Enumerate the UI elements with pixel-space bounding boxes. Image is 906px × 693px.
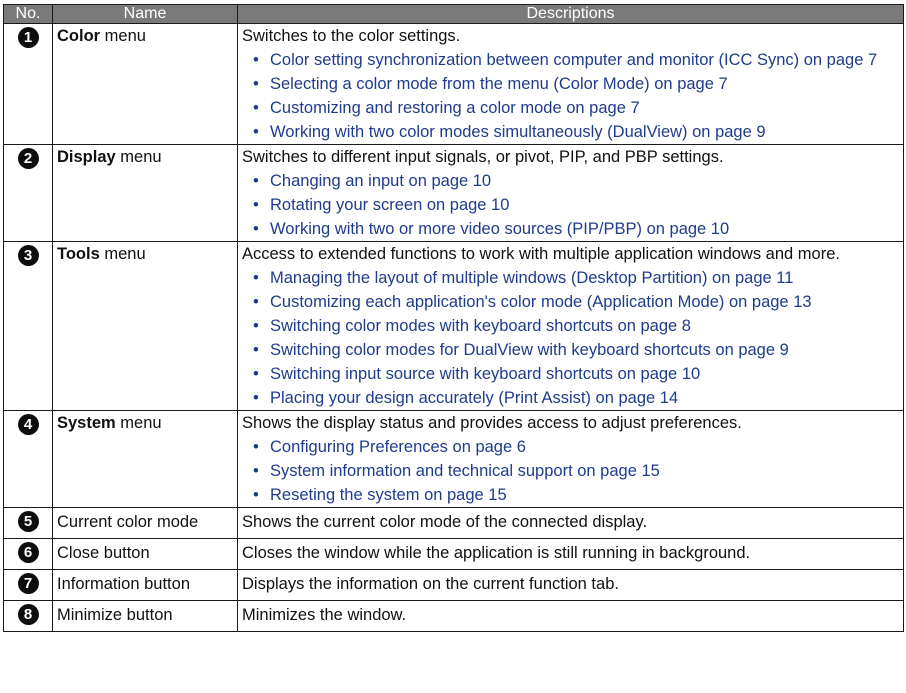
number-badge: 2 xyxy=(18,148,39,169)
table-header-row xyxy=(4,5,904,24)
page-link[interactable]: Reseting the system on page 15 xyxy=(270,486,507,504)
row-description-cell: Displays the information on the current function tab. xyxy=(238,570,904,601)
bullet-icon: • xyxy=(253,389,259,407)
list-item[interactable] xyxy=(250,48,899,72)
page-link[interactable]: System information and technical support on page 15 xyxy=(270,462,660,480)
header-name: Name xyxy=(53,5,238,24)
row-number-cell xyxy=(4,24,53,145)
page-link[interactable]: Customizing each application's color mode (Application Mode) on page 13 xyxy=(270,293,812,311)
menu-reference-table xyxy=(3,4,904,632)
link-list xyxy=(242,266,899,410)
row-name-cell xyxy=(53,24,238,145)
row-name-cell: Current color mode xyxy=(53,508,238,539)
row-number-cell xyxy=(4,601,53,632)
list-item[interactable] xyxy=(250,120,899,144)
row-description-cell xyxy=(238,145,904,242)
row-description-cell xyxy=(238,24,904,145)
page-link[interactable]: Changing an input on page 10 xyxy=(270,172,492,190)
number-badge: 4 xyxy=(18,414,39,435)
row-number-cell xyxy=(4,508,53,539)
link-list xyxy=(242,435,899,507)
menu-name-suffix: menu xyxy=(99,245,146,263)
list-item[interactable] xyxy=(250,217,899,241)
row-name-cell: Close button xyxy=(53,539,238,570)
row-description-cell xyxy=(238,242,904,411)
list-item[interactable] xyxy=(250,193,899,217)
table-row xyxy=(4,539,904,570)
row-name-cell: Minimize button xyxy=(53,601,238,632)
bullet-icon: • xyxy=(253,99,259,117)
description-text: Shows the display status and provides access to adjust preferences. xyxy=(242,414,742,432)
row-number-cell xyxy=(4,570,53,601)
row-description-cell: Minimizes the window. xyxy=(238,601,904,632)
list-item[interactable] xyxy=(250,72,899,96)
list-item[interactable] xyxy=(250,338,899,362)
bullet-icon: • xyxy=(253,438,259,456)
number-badge: 6 xyxy=(18,542,39,563)
table-row xyxy=(4,508,904,539)
table-row xyxy=(4,242,904,411)
menu-name-suffix: menu xyxy=(115,414,162,432)
page-link[interactable]: Placing your design accurately (Print Assist) on page 14 xyxy=(270,389,679,407)
list-item[interactable] xyxy=(250,314,899,338)
page-link[interactable]: Configuring Preferences on page 6 xyxy=(270,438,526,456)
link-list xyxy=(242,48,899,144)
list-item[interactable] xyxy=(250,266,899,290)
number-badge: 5 xyxy=(18,511,39,532)
bullet-icon: • xyxy=(253,75,259,93)
bullet-icon: • xyxy=(253,196,259,214)
link-list xyxy=(242,169,899,241)
table-row xyxy=(4,24,904,145)
page-link[interactable]: Managing the layout of multiple windows (Desktop Partition) on page 11 xyxy=(270,269,794,287)
number-badge: 8 xyxy=(18,604,39,625)
bullet-icon: • xyxy=(253,51,259,69)
number-badge: 3 xyxy=(18,245,39,266)
page-link[interactable]: Working with two color modes simultaneously (DualView) on page 9 xyxy=(270,123,766,141)
list-item[interactable] xyxy=(250,386,899,410)
row-name-cell: Information button xyxy=(53,570,238,601)
page-link[interactable]: Rotating your screen on page 10 xyxy=(270,196,510,214)
bullet-icon: • xyxy=(253,317,259,335)
header-descriptions: Descriptions xyxy=(238,5,904,24)
bullet-icon: • xyxy=(253,365,259,383)
table-row xyxy=(4,601,904,632)
page-link[interactable]: Working with two or more video sources (PIP/PBP) on page 10 xyxy=(270,220,730,238)
row-name-cell xyxy=(53,411,238,508)
row-description-cell: Shows the current color mode of the connected display. xyxy=(238,508,904,539)
row-number-cell xyxy=(4,242,53,411)
menu-name-bold: Display xyxy=(57,148,116,166)
list-item[interactable] xyxy=(250,169,899,193)
row-description-cell xyxy=(238,411,904,508)
row-number-cell xyxy=(4,411,53,508)
row-name-cell xyxy=(53,145,238,242)
list-item[interactable] xyxy=(250,483,899,507)
description-text: Switches to different input signals, or pivot, PIP, and PBP settings. xyxy=(242,148,724,166)
list-item[interactable] xyxy=(250,290,899,314)
menu-name-bold: Tools xyxy=(57,245,100,263)
list-item[interactable] xyxy=(250,362,899,386)
page-link[interactable]: Selecting a color mode from the menu (Color Mode) on page 7 xyxy=(270,75,728,93)
header-no: No. xyxy=(4,5,53,24)
bullet-icon: • xyxy=(253,123,259,141)
page-link[interactable]: Switching color modes for DualView with keyboard shortcuts on page 9 xyxy=(270,341,789,359)
row-number-cell xyxy=(4,145,53,242)
menu-name-bold: Color xyxy=(57,27,101,45)
row-number-cell xyxy=(4,539,53,570)
reference-table-container xyxy=(3,4,903,632)
menu-name-suffix: menu xyxy=(115,148,162,166)
number-badge: 1 xyxy=(18,27,39,48)
menu-name-bold: System xyxy=(57,414,116,432)
bullet-icon: • xyxy=(253,172,259,190)
page-link[interactable]: Switching input source with keyboard shortcuts on page 10 xyxy=(270,365,701,383)
bullet-icon: • xyxy=(253,486,259,504)
description-text: Switches to the color settings. xyxy=(242,27,461,45)
table-row xyxy=(4,145,904,242)
number-badge: 7 xyxy=(18,573,39,594)
bullet-icon: • xyxy=(253,269,259,287)
row-description-cell: Closes the window while the application is still running in background. xyxy=(238,539,904,570)
row-name-cell xyxy=(53,242,238,411)
menu-name-suffix: menu xyxy=(100,27,146,45)
bullet-icon: • xyxy=(253,462,259,480)
page-link[interactable]: Customizing and restoring a color mode on page 7 xyxy=(270,99,640,117)
table-row xyxy=(4,570,904,601)
page-link[interactable]: Color setting synchronization between computer and monitor (ICC Sync) on page 7 xyxy=(270,51,878,69)
list-item[interactable] xyxy=(250,459,899,483)
page-link[interactable]: Switching color modes with keyboard shortcuts on page 8 xyxy=(270,317,691,335)
table-row xyxy=(4,411,904,508)
bullet-icon: • xyxy=(253,293,259,311)
bullet-icon: • xyxy=(253,220,259,238)
description-text: Access to extended functions to work with multiple application windows and more. xyxy=(242,245,840,263)
list-item[interactable] xyxy=(250,96,899,120)
bullet-icon: • xyxy=(253,341,259,359)
list-item[interactable] xyxy=(250,435,899,459)
